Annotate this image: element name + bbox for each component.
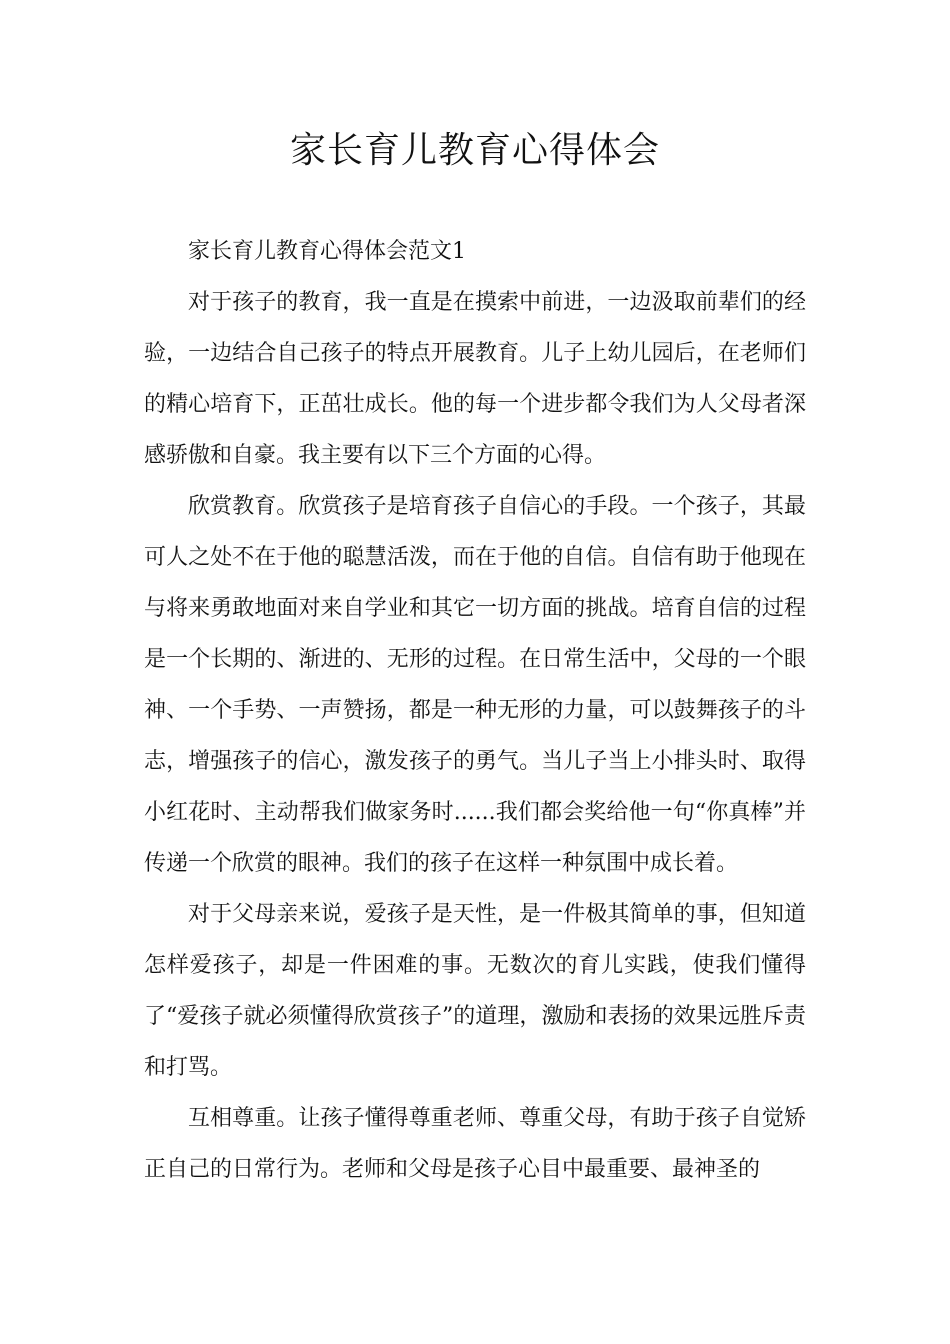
document-body [144, 226, 806, 1195]
paragraph-appreciation: 欣赏教育。欣赏孩子是培育孩子自信心的手段。一个孩子，其最可人之处不在于他的聪慧活泼，而在于他的自信。自信有助于他现在与将来勇敢地面对来自学业和其它一切方面的挑战。培育自信的过程是一个长期的、渐进的、无形的过程。在日常生活中，父母的一个眼神、一个手势、一声赞扬，都是一种无形的力量，可以鼓舞孩子的斗志，增强孩子的信心，激发孩子的勇气。当儿子当上小排头时、取得小红花时、主动帮我们做家务时......我们都会奖给他一句“你真棒”并传递一个欣赏的眼神。我们的孩子在这样一种氛围中成长着。 [144, 494, 806, 876]
paragraph-subtitle: 家长育儿教育心得体会范文1 [188, 239, 466, 264]
paragraph-intro: 对于孩子的教育，我一直是在摸索中前进，一边汲取前辈们的经验，一边结合自己孩子的特点开展教育。儿子上幼儿园后，在老师们的精心培育下，正茁壮成长。他的每一个进步都令我们为人父母者深感骄傲和自豪。我主要有以下三个方面的心得。 [144, 290, 806, 468]
paragraph-mutual-respect: 互相尊重。让孩子懂得尊重老师、尊重父母，有助于孩子自觉矫正自己的日常行为。老师和父母是孩子心目中最重要、最神圣的 [144, 1106, 806, 1182]
paragraph-parents-love: 对于父母亲来说，爱孩子是天性，是一件极其简单的事，但知道怎样爱孩子，却是一件困难的事。无数次的育儿实践，使我们懂得了“爱孩子就必须懂得欣赏孩子”的道理，激励和表扬的效果远胜斥责和打骂。 [144, 902, 806, 1080]
document-title: 家长育儿教育心得体会 [289, 130, 660, 171]
